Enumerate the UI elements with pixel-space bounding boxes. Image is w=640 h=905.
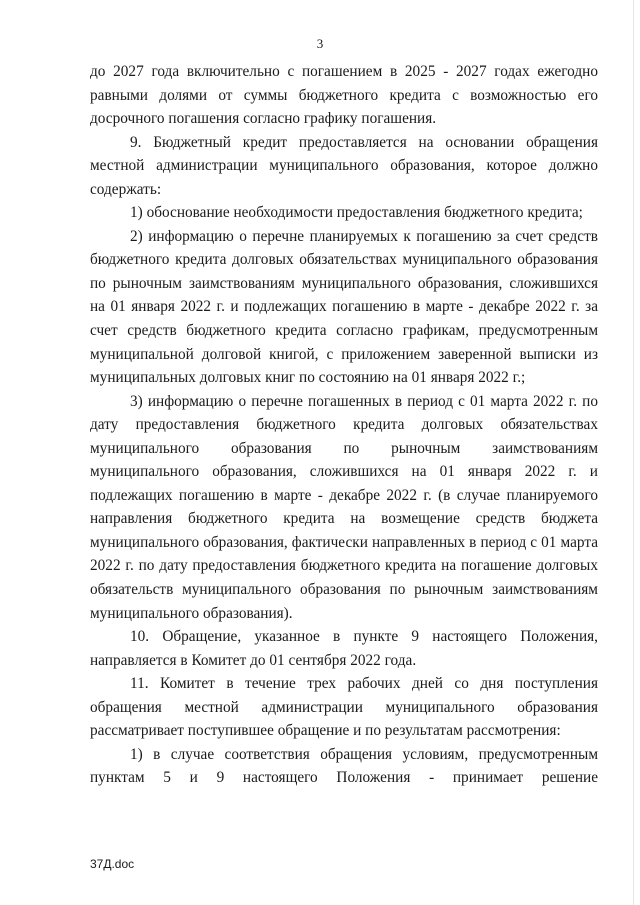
page-edge-line bbox=[633, 0, 634, 905]
paragraph-subitem-1: 1) обоснование необходимости предоставления бюджетного кредита; bbox=[130, 204, 583, 222]
paragraph-subitem-3: 3) информацию о перечне погашенных в период с 01 марта 2022 г. по дату предоставления бюджетного кредита долговых обязательствах муниципального образования по рыночным заимствованиям муниципального образования, сложившихся на 01 января 2022 г. и подлежащих погашению в марте - декабре 2022 г. (в случае планируемого направления бюджетного кредита на возмещение средств бюджета муниципального образования, фактически направленных в период с 01 марта 2022 г. по дату предоставления бюджетного кредита на погашение долговых обязательств муниципального образования по рыночным заимствованиям муниципального образования). bbox=[90, 392, 598, 622]
paragraph-item-11: 11. Комитет в течение трех рабочих дней со дня поступления обращения местной администрации муниципального образования рассматривает поступившее обращение и по результатам рассмотрения: bbox=[90, 675, 598, 740]
paragraph-subitem-1-decision: 1) в случае соответствия обращения условиям, предусмотренным пунктам 5 и 9 настоящего Положения - принимает решение bbox=[90, 745, 598, 787]
footer-filename: 37Д.doc bbox=[90, 857, 135, 871]
document-body bbox=[90, 60, 598, 790]
paragraph-continuation: до 2027 года включительно с погашением в 2025 - 2027 годах ежегодно равными долями от суммы бюджетного кредита с возможностью его досрочного погашения согласно графику погашения. bbox=[90, 63, 598, 128]
paragraph-subitem-2: 2) информацию о перечне планируемых к погашению за счет средств бюджетного кредита долговых обязательствах муниципального образования по рыночным заимствованиям муниципального образования, сложившихся на 01 января 2022 г. и подлежащих погашению в марте - декабре 2022 г. за счет средств бюджетного кредита согласно графикам, предусмотренным муниципальной долговой книгой, с приложением заверенной выписки из муниципальных долговых книг по состоянию на 01 января 2022 г.; bbox=[90, 227, 598, 387]
paragraph-item-9: 9. Бюджетный кредит предоставляется на основании обращения местной администрации муниципального образования, которое должно содержать: bbox=[90, 133, 598, 198]
paragraph-item-10: 10. Обращение, указанное в пункте 9 настоящего Положения, направляется в Комитет до 01 сентября 2022 года. bbox=[90, 628, 598, 669]
page-number: 3 bbox=[316, 36, 324, 51]
